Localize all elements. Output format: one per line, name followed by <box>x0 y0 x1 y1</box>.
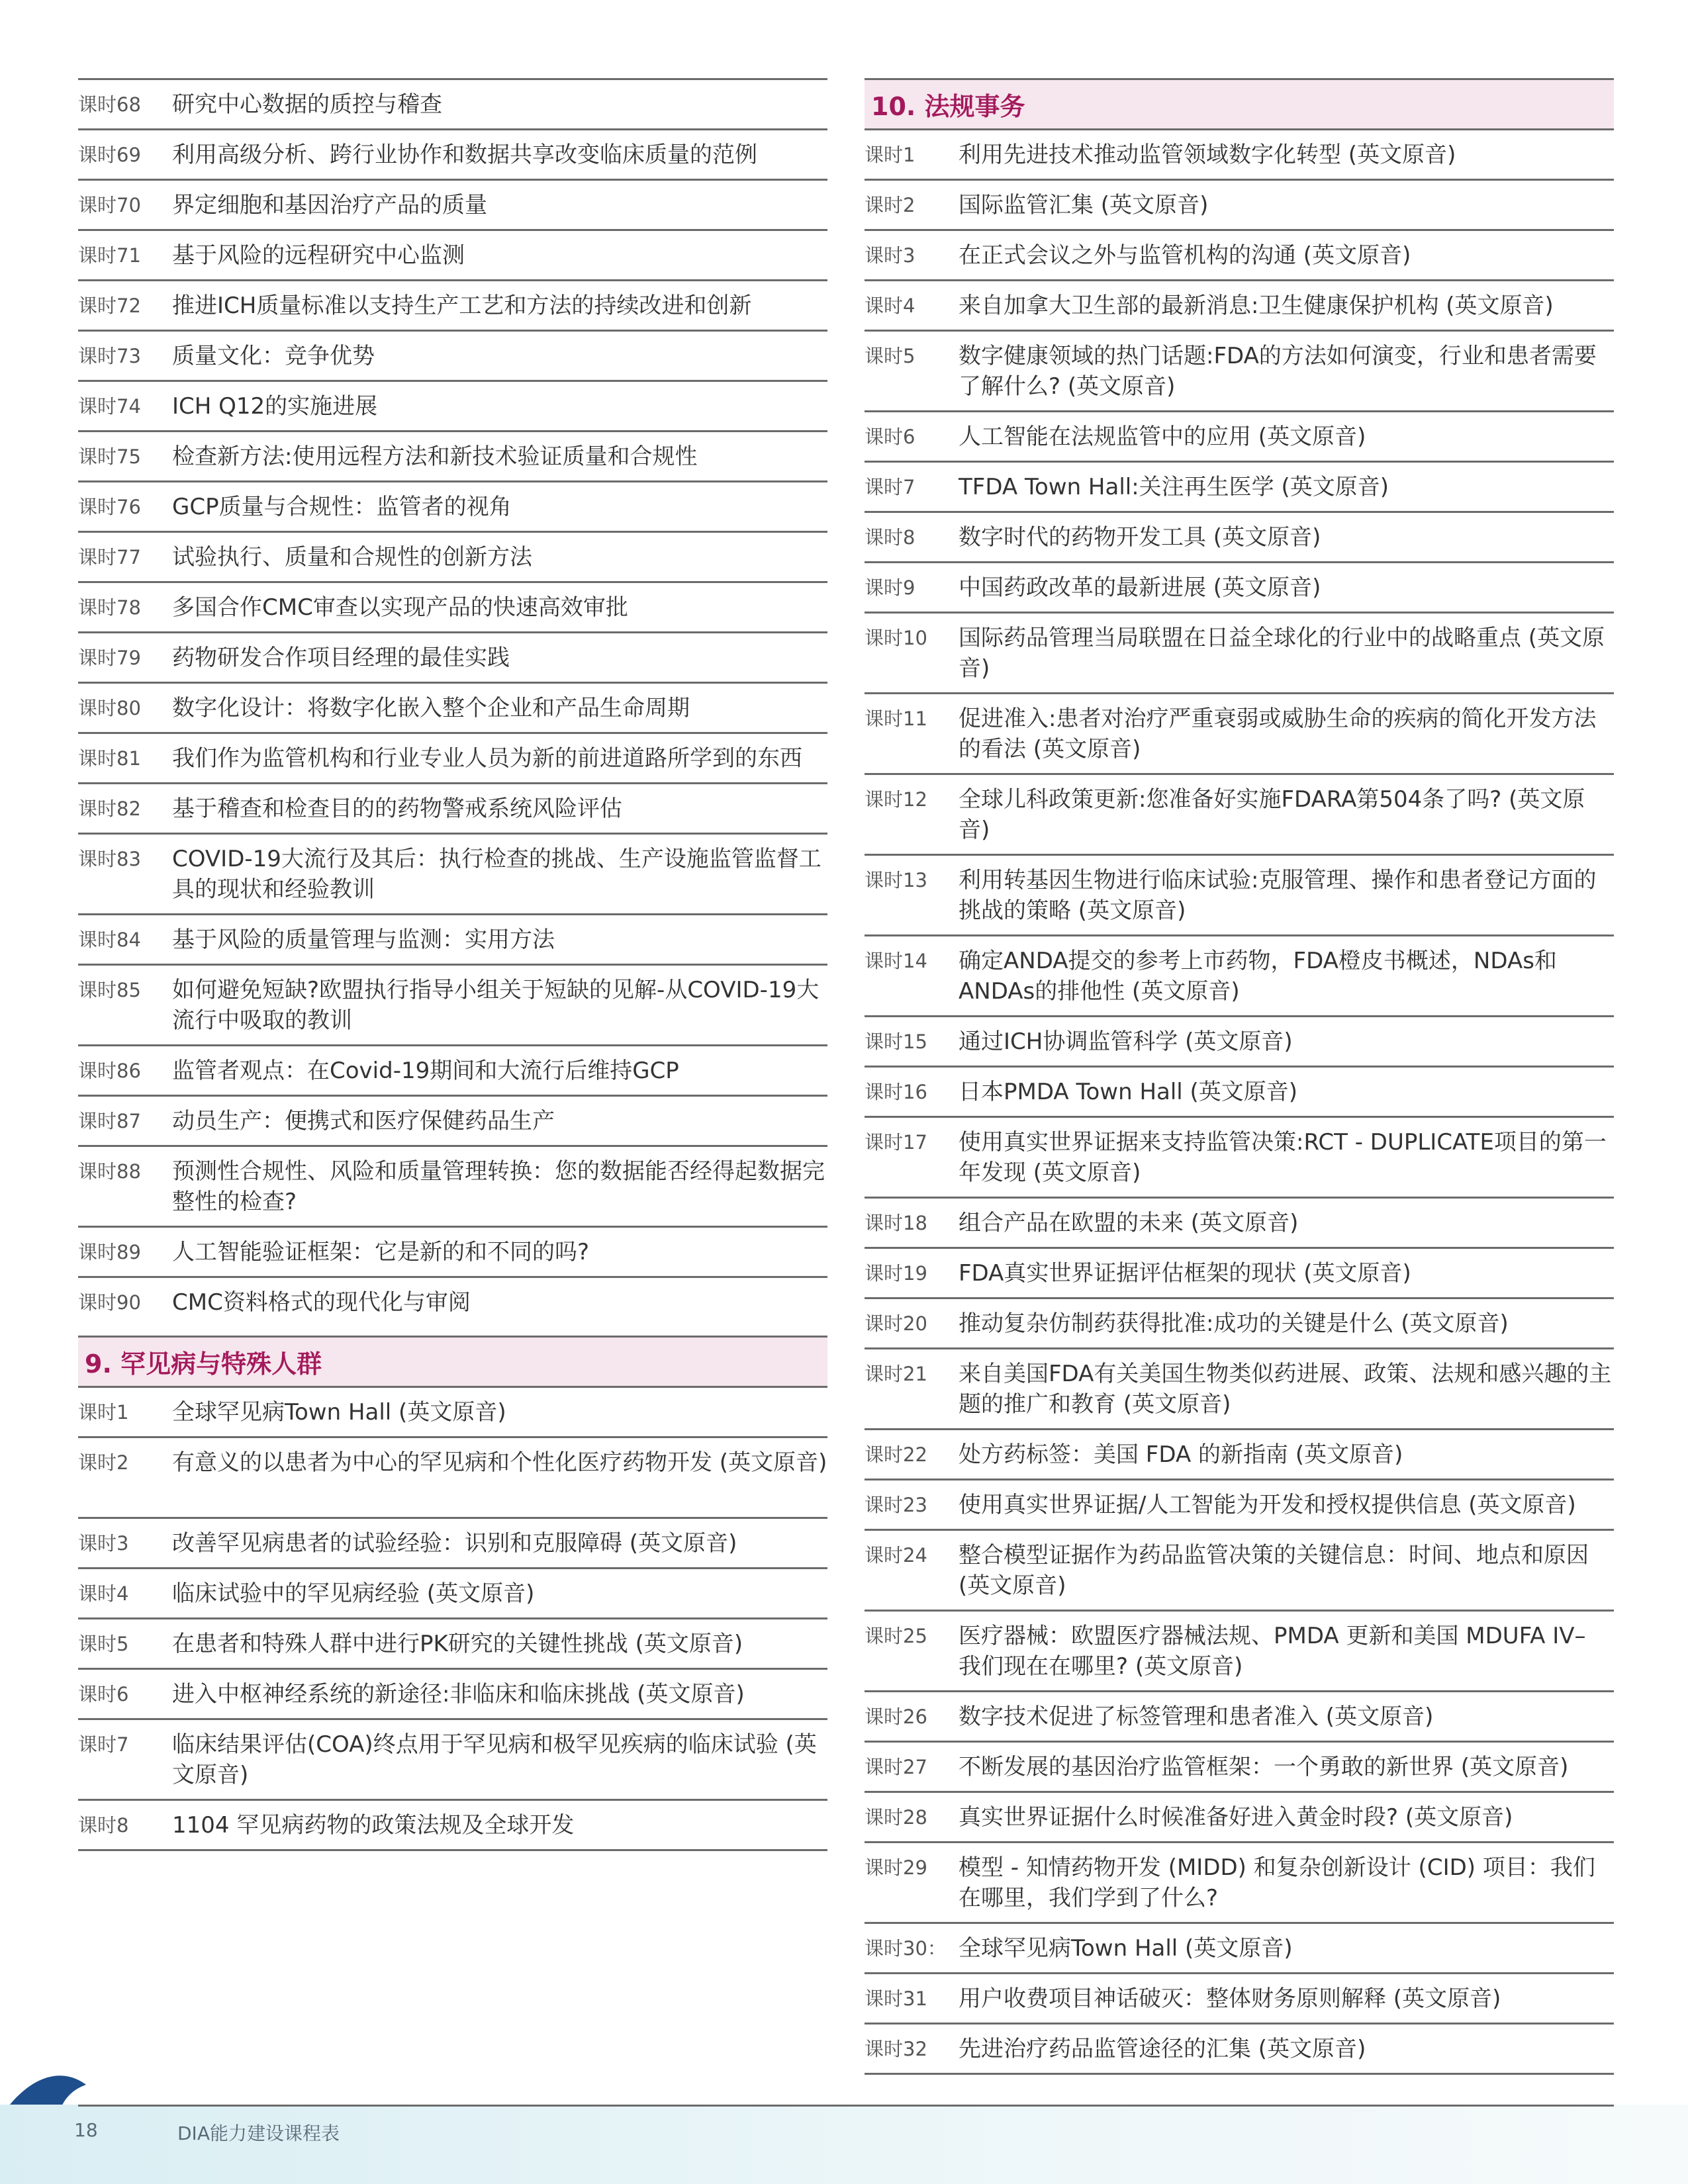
lesson-number: 课时18 <box>865 1212 927 1234</box>
lesson-title: 数字技术促进了标签管理和患者准入 (英文原音) <box>959 1704 1434 1730</box>
lesson-title: 模型 - 知情药物开发 (MIDD) 和复杂创新设计 (CID) 项目：我们在哪里，我们学到了什么? <box>959 1854 1595 1911</box>
lesson-title: 真实世界证据什么时候准备好进入黄金时段? (英文原音) <box>959 1804 1513 1831</box>
lesson-row <box>78 913 827 964</box>
lesson-title: 基于风险的质量管理与监测：实用方法 <box>172 927 555 953</box>
lesson-row <box>865 179 1614 229</box>
lesson-number: 课时8 <box>865 526 915 549</box>
lesson-title: GCP质量与合规性：监管者的视角 <box>172 494 512 520</box>
lesson-title: 在患者和特殊人群中进行PK研究的关键性挑战 (英文原音) <box>172 1631 743 1657</box>
lesson-number: 课时14 <box>865 950 927 972</box>
lesson-number: 课时28 <box>865 1806 927 1829</box>
lesson-number: 课时7 <box>78 1733 129 1756</box>
section-10-lesson-list <box>865 128 1614 2073</box>
lesson-number: 课时10 <box>865 627 927 649</box>
lesson-number: 课时7 <box>865 476 915 498</box>
lesson-title: 利用高级分析、跨行业协作和数据共享改变临床质量的范例 <box>172 142 757 168</box>
lesson-title: 确定ANDA提交的参考上市药物，FDA橙皮书概述，NDAs和ANDAs的排他性 (英文原音) <box>959 948 1557 1005</box>
lesson-row <box>865 1922 1614 1972</box>
lesson-number: 课时86 <box>78 1060 141 1082</box>
lesson-row <box>78 279 827 330</box>
lesson-number: 课时16 <box>865 1081 927 1103</box>
lesson-title: ICH Q12的实施进展 <box>172 393 378 420</box>
lesson-row <box>865 934 1614 1015</box>
lesson-title: 处方药标签：美国 FDA 的新指南 (英文原音) <box>959 1441 1403 1468</box>
lesson-row <box>78 1095 827 1145</box>
lesson-title: 基于风险的远程研究中心监测 <box>172 242 465 269</box>
lesson-row <box>865 561 1614 612</box>
lesson-row <box>865 410 1614 461</box>
section-9-header <box>78 1336 827 1386</box>
lesson-title: 整合模型证据作为药品监管决策的关键信息：时间、地点和原因 (英文原音) <box>959 1542 1589 1599</box>
lesson-title: 有意义的以患者为中心的罕见病和个性化医疗药物开发 (英文原音) <box>172 1449 827 1476</box>
right-column <box>865 78 1614 2075</box>
lesson-title: 1104 罕见病药物的政策法规及全球开发 <box>172 1812 575 1839</box>
lesson-row <box>78 229 827 279</box>
lesson-number: 课时22 <box>865 1443 927 1466</box>
lesson-title: 推进ICH质量标准以支持生产工艺和方法的持续改进和创新 <box>172 293 752 319</box>
lesson-row <box>78 380 827 430</box>
lesson-title: 我们作为监管机构和行业专业人员为新的前进道路所学到的东西 <box>172 745 802 772</box>
lesson-row <box>865 1529 1614 1610</box>
lesson-number: 课时88 <box>78 1160 141 1183</box>
lesson-title: 全球罕见病Town Hall (英文原音) <box>172 1399 506 1426</box>
lesson-row <box>865 612 1614 692</box>
lesson-number: 课时30： <box>865 1937 947 1960</box>
lesson-row <box>78 782 827 833</box>
lesson-row <box>78 631 827 682</box>
lesson-row <box>78 964 827 1044</box>
lesson-number: 课时23 <box>865 1494 927 1516</box>
lesson-row <box>865 1972 1614 2023</box>
lesson-row <box>865 1428 1614 1479</box>
lesson-number: 课时3 <box>865 244 915 267</box>
lesson-row <box>865 773 1614 854</box>
lesson-number: 课时85 <box>78 979 141 1001</box>
section-10-title: 10. 法规事务 <box>871 92 1025 121</box>
lesson-title: 在正式会议之外与监管机构的沟通 (英文原音) <box>959 242 1411 269</box>
lesson-title: 使用真实世界证据来支持监管决策:RCT - DUPLICATE项目的第一年发现 (英文原音) <box>959 1129 1607 1186</box>
lesson-number: 课时27 <box>865 1756 927 1778</box>
lesson-row <box>78 1517 827 1567</box>
lesson-title: 临床结果评估(COA)终点用于罕见病和极罕见疾病的临床试验 (英文原音) <box>172 1731 817 1788</box>
lesson-title: 通过ICH协调监管科学 (英文原音) <box>959 1028 1293 1055</box>
lesson-title: FDA真实世界证据评估框架的现状 (英文原音) <box>959 1260 1411 1287</box>
lesson-row <box>78 1276 827 1326</box>
lesson-row <box>865 692 1614 773</box>
lesson-title: 国际药品管理当局联盟在日益全球化的行业中的战略重点 (英文原音) <box>959 625 1605 682</box>
lesson-title: 改善罕见病患者的试验经验：识别和克服障碍 (英文原音) <box>172 1530 737 1557</box>
lesson-row <box>865 1841 1614 1922</box>
lesson-row <box>78 682 827 732</box>
lesson-title: 使用真实世界证据/人工智能为开发和授权提供信息 (英文原音) <box>959 1492 1576 1518</box>
lesson-row <box>78 732 827 782</box>
lesson-number: 课时2 <box>865 194 915 216</box>
lesson-number: 课时12 <box>865 788 927 811</box>
lesson-title: 动员生产：便携式和医疗保健药品生产 <box>172 1108 555 1134</box>
section-10-header <box>865 78 1614 128</box>
lesson-row <box>865 1197 1614 1247</box>
lesson-number: 课时13 <box>865 869 927 891</box>
lesson-number: 课时21 <box>865 1363 927 1385</box>
footer-title: DIA能力建设课程表 <box>177 2122 340 2144</box>
lesson-title: TFDA Town Hall:关注再生医学 (英文原音) <box>959 474 1389 500</box>
lesson-number: 课时4 <box>865 295 915 317</box>
lesson-row <box>78 1668 827 1718</box>
lesson-number: 课时1 <box>78 1401 129 1424</box>
lesson-number: 课时17 <box>865 1131 927 1154</box>
lesson-title: 中国药政改革的最新进展 (英文原音) <box>959 574 1321 601</box>
lesson-title: 来自美国FDA有关美国生物类似药进展、政策、法规和感兴趣的主题的推广和教育 (英文原音) <box>959 1361 1612 1418</box>
lesson-title: 用户收费项目神话破灭：整体财务原则解释 (英文原音) <box>959 1985 1501 2012</box>
lesson-number: 课时29 <box>865 1856 927 1879</box>
lesson-row <box>78 1799 827 1849</box>
lesson-number: 课时6 <box>78 1683 129 1706</box>
lesson-row <box>78 430 827 480</box>
lesson-number: 课时73 <box>78 345 141 367</box>
divider <box>865 2073 1614 2075</box>
lesson-number: 课时8 <box>78 1814 129 1837</box>
lesson-number: 课时19 <box>865 1262 927 1285</box>
lesson-title: COVID-19大流行及其后：执行检查的挑战、生产设施监管监督工具的现状和经验教训 <box>172 846 821 903</box>
lesson-row <box>78 1718 827 1799</box>
lesson-number: 课时69 <box>78 144 141 166</box>
left-lesson-list <box>78 78 827 1326</box>
lesson-number: 课时72 <box>78 295 141 317</box>
lesson-row <box>78 179 827 229</box>
lesson-title: 研究中心数据的质控与稽查 <box>172 91 442 118</box>
lesson-row <box>78 833 827 913</box>
lesson-number: 课时71 <box>78 244 141 267</box>
lesson-row <box>865 1690 1614 1741</box>
lesson-title: 数字健康领域的热门话题:FDA的方法如何演变，行业和患者需要了解什么? (英文原音) <box>959 343 1597 400</box>
lesson-title: 质量文化：竞争优势 <box>172 343 375 369</box>
lesson-number: 课时76 <box>78 496 141 518</box>
lesson-number: 课时5 <box>78 1633 129 1655</box>
lesson-row <box>78 531 827 581</box>
section-9-title: 9. 罕见病与特殊人群 <box>85 1349 322 1379</box>
lesson-title: 来自加拿大卫生部的最新消息:卫生健康保护机构 (英文原音) <box>959 293 1554 319</box>
lesson-row <box>865 511 1614 561</box>
lesson-number: 课时3 <box>78 1532 129 1555</box>
lesson-title: 界定细胞和基因治疗产品的质量 <box>172 192 487 218</box>
lesson-title: 推动复杂仿制药获得批准:成功的关键是什么 (英文原音) <box>959 1310 1509 1337</box>
lesson-number: 课时1 <box>865 144 915 166</box>
lesson-number: 课时75 <box>78 445 141 468</box>
lesson-number: 课时2 <box>78 1451 129 1474</box>
lesson-row <box>865 1116 1614 1197</box>
lesson-row <box>865 461 1614 511</box>
lesson-row <box>78 330 827 380</box>
lesson-number: 课时77 <box>78 546 141 569</box>
lesson-number: 课时24 <box>865 1544 927 1567</box>
lesson-title: 国际监管汇集 (英文原音) <box>959 192 1209 218</box>
lesson-title: 医疗器械：欧盟医疗器械法规、PMDA 更新和美国 MDUFA IV– 我们现在在哪里? (英文原音) <box>959 1623 1586 1680</box>
lesson-row <box>865 279 1614 330</box>
page-number: 18 <box>74 2119 98 2141</box>
lesson-row <box>865 128 1614 179</box>
lesson-number: 课时15 <box>865 1030 927 1053</box>
lesson-number: 课时84 <box>78 929 141 951</box>
lesson-number: 课时6 <box>865 426 915 448</box>
lesson-number: 课时81 <box>78 747 141 770</box>
lesson-title: 药物研发合作项目经理的最佳实践 <box>172 645 510 671</box>
lesson-row <box>865 1610 1614 1690</box>
section-9-lesson-list <box>78 1386 827 1849</box>
lesson-number: 课时87 <box>78 1110 141 1132</box>
lesson-title: 日本PMDA Town Hall (英文原音) <box>959 1079 1298 1105</box>
lesson-title: 检查新方法:使用远程方法和新技术验证质量和合规性 <box>172 443 698 470</box>
lesson-row <box>865 1741 1614 1791</box>
page-footer <box>0 2105 1688 2184</box>
lesson-title: 人工智能在法规监管中的应用 (英文原音) <box>959 424 1366 450</box>
lesson-row <box>865 1015 1614 1066</box>
lesson-row <box>78 1617 827 1668</box>
lesson-title: 如何避免短缺?欧盟执行指导小组关于短缺的见解-从COVID-19大流行中吸取的教训 <box>172 977 820 1034</box>
lesson-title: 全球罕见病Town Hall (英文原音) <box>959 1935 1293 1962</box>
lesson-title: 进入中枢神经系统的新途径:非临床和临床挑战 (英文原音) <box>172 1681 745 1707</box>
lesson-number: 课时83 <box>78 848 141 870</box>
footer-rule <box>78 2105 1614 2107</box>
lesson-number: 课时89 <box>78 1241 141 1263</box>
lesson-row <box>78 78 827 128</box>
lesson-row <box>865 854 1614 934</box>
lesson-title: 组合产品在欧盟的未来 (英文原音) <box>959 1210 1299 1236</box>
lesson-number: 课时70 <box>78 194 141 216</box>
lesson-title: 数字化设计：将数字化嵌入整个企业和产品生命周期 <box>172 695 690 721</box>
lesson-title: 利用转基因生物进行临床试验:克服管理、操作和患者登记方面的挑战的策略 (英文原音) <box>959 867 1597 924</box>
left-column <box>78 78 827 1851</box>
lesson-title: 临床试验中的罕见病经验 (英文原音) <box>172 1580 535 1607</box>
lesson-number: 课时79 <box>78 647 141 669</box>
lesson-title: 监管者观点：在Covid-19期间和大流行后维持GCP <box>172 1058 679 1084</box>
lesson-row <box>865 1066 1614 1116</box>
lesson-row <box>78 1044 827 1095</box>
lesson-title: 基于稽查和检查目的的药物警戒系统风险评估 <box>172 796 622 822</box>
lesson-number: 课时74 <box>78 395 141 418</box>
lesson-row <box>78 1436 827 1517</box>
lesson-number: 课时82 <box>78 797 141 820</box>
lesson-number: 课时31 <box>865 1987 927 2010</box>
lesson-row <box>78 581 827 631</box>
lesson-row <box>865 1247 1614 1297</box>
divider <box>78 1849 827 1851</box>
lesson-title: CMC资料格式的现代化与审阅 <box>172 1289 471 1316</box>
lesson-row <box>865 1297 1614 1347</box>
lesson-row <box>865 2023 1614 2073</box>
lesson-row <box>78 1145 827 1226</box>
lesson-title: 试验执行、质量和合规性的创新方法 <box>172 544 532 570</box>
lesson-number: 课时20 <box>865 1312 927 1335</box>
lesson-number: 课时5 <box>865 345 915 367</box>
lesson-row <box>78 1567 827 1617</box>
lesson-number: 课时4 <box>78 1582 129 1605</box>
lesson-number: 课时78 <box>78 596 141 619</box>
lesson-number: 课时68 <box>78 93 141 116</box>
lesson-title: 不断发展的基因治疗监管框架：一个勇敢的新世界 (英文原音) <box>959 1754 1569 1780</box>
lesson-number: 课时11 <box>865 707 927 730</box>
lesson-title: 先进治疗药品监管途径的汇集 (英文原音) <box>959 2036 1366 2062</box>
lesson-number: 课时80 <box>78 697 141 719</box>
lesson-row <box>78 1226 827 1276</box>
lesson-title: 促进准入:患者对治疗严重衰弱或威胁生命的疾病的简化开发方法的看法 (英文原音) <box>959 705 1597 762</box>
lesson-number: 课时32 <box>865 2038 927 2060</box>
lesson-number: 课时25 <box>865 1625 927 1647</box>
lesson-row <box>865 229 1614 279</box>
lesson-row <box>865 1791 1614 1841</box>
lesson-number: 课时90 <box>78 1291 141 1314</box>
lesson-title: 利用先进技术推动监管领域数字化转型 (英文原音) <box>959 142 1456 168</box>
lesson-title: 预测性合规性、风险和质量管理转换：您的数据能否经得起数据完整性的检查? <box>172 1158 825 1215</box>
lesson-row <box>865 1347 1614 1428</box>
lesson-title: 多国合作CMC审查以实现产品的快速高效审批 <box>172 594 628 621</box>
lesson-number: 课时26 <box>865 1706 927 1728</box>
lesson-row <box>78 1386 827 1436</box>
lesson-title: 人工智能验证框架：它是新的和不同的吗? <box>172 1239 590 1265</box>
lesson-row <box>865 330 1614 410</box>
lesson-row <box>78 128 827 179</box>
lesson-row <box>78 480 827 531</box>
lesson-row <box>865 1479 1614 1529</box>
lesson-number: 课时9 <box>865 576 915 599</box>
lesson-title: 全球儿科政策更新:您准备好实施FDARA第504条了吗? (英文原音) <box>959 786 1585 843</box>
lesson-title: 数字时代的药物开发工具 (英文原音) <box>959 524 1321 551</box>
